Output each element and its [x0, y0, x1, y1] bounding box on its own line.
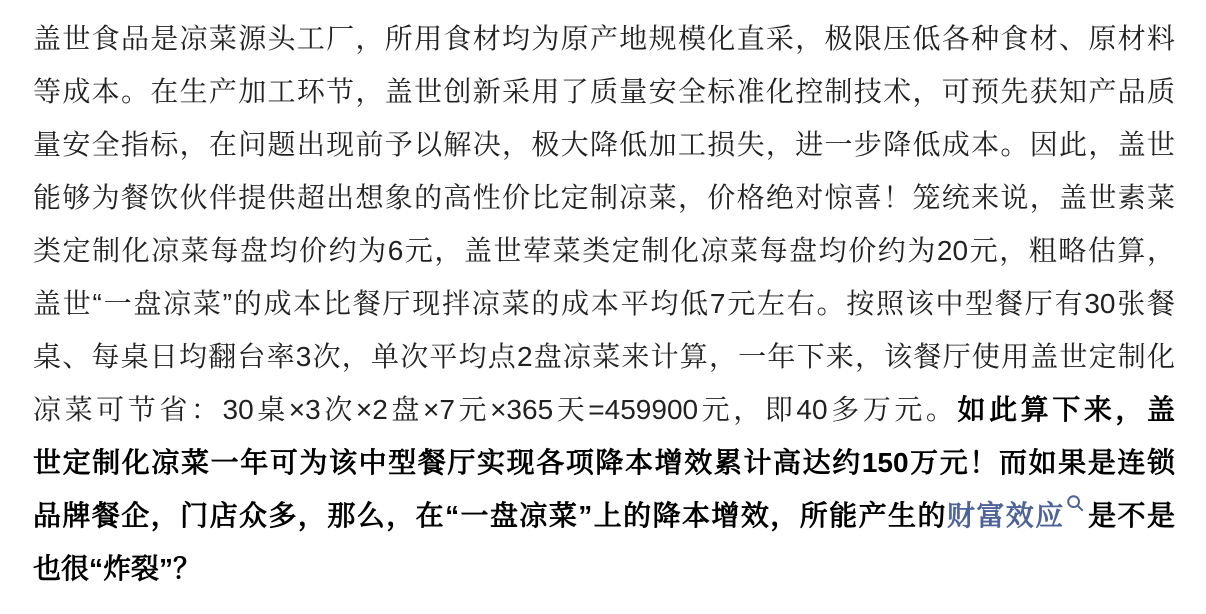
- search-icon[interactable]: [1066, 494, 1085, 513]
- paragraph-line: [33, 277, 1175, 330]
- text-segment: 凉菜可节省：30桌×3次×2盘×7元×365天=459900元，即40多万元。: [33, 394, 958, 425]
- text-segment: 也很“炸裂”？: [33, 553, 202, 584]
- text-segment: 能够为餐饮伙伴提供超出想象的高性价比定制凉菜，价格绝对惊喜！笼统来说，盖世素菜: [33, 182, 1175, 213]
- paragraph-line: [33, 330, 1175, 383]
- paragraph-line: [33, 489, 1175, 542]
- text-segment: 盖世“一盘凉菜”的成本比餐厅现拌凉菜的成本平均低7元左右。按照该中型餐厅有30张餐: [33, 288, 1175, 319]
- paragraph-line: [33, 436, 1175, 489]
- text-segment: 桌、每桌日均翻台率3次，单次平均点2盘凉菜来计算，一年下来，该餐厅使用盖世定制化: [33, 341, 1175, 372]
- text-segment: 类定制化凉菜每盘均价约为6元，盖世荤菜类定制化凉菜每盘均价约为20元，粗略估算，: [33, 235, 1175, 266]
- paragraph-line: [33, 118, 1175, 171]
- paragraph-line: [33, 383, 1175, 436]
- paragraph-line: [33, 224, 1175, 277]
- text-segment: 盖世食品是凉菜源头工厂，所用食材均为原产地规模化直采，极限压低各种食材、原材料: [33, 23, 1175, 54]
- text-segment: 量安全指标，在问题出现前予以解决，极大降低加工损失，进一步降低成本。因此，盖世: [33, 129, 1175, 160]
- text-segment: 品牌餐企，门店众多，那么，在“一盘凉菜”上的降本增效，所能产生的: [33, 500, 947, 531]
- paragraph-line: [33, 65, 1175, 118]
- text-segment: 是不是: [1086, 500, 1175, 531]
- text-segment: 等成本。在生产加工环节，盖世创新采用了质量安全标准化控制技术，可预先获知产品质: [33, 76, 1175, 107]
- paragraph-line: [33, 542, 1175, 595]
- wealth-effect-link[interactable]: 财富效应: [946, 500, 1065, 531]
- text-segment: 世定制化凉菜一年可为该中型餐厅实现各项降本增效累计高达约150万元！而如果是连锁: [33, 447, 1175, 478]
- paragraph-line: [33, 171, 1175, 224]
- text-segment: 如此算下来，盖: [957, 394, 1175, 425]
- paragraph-line: [33, 12, 1175, 65]
